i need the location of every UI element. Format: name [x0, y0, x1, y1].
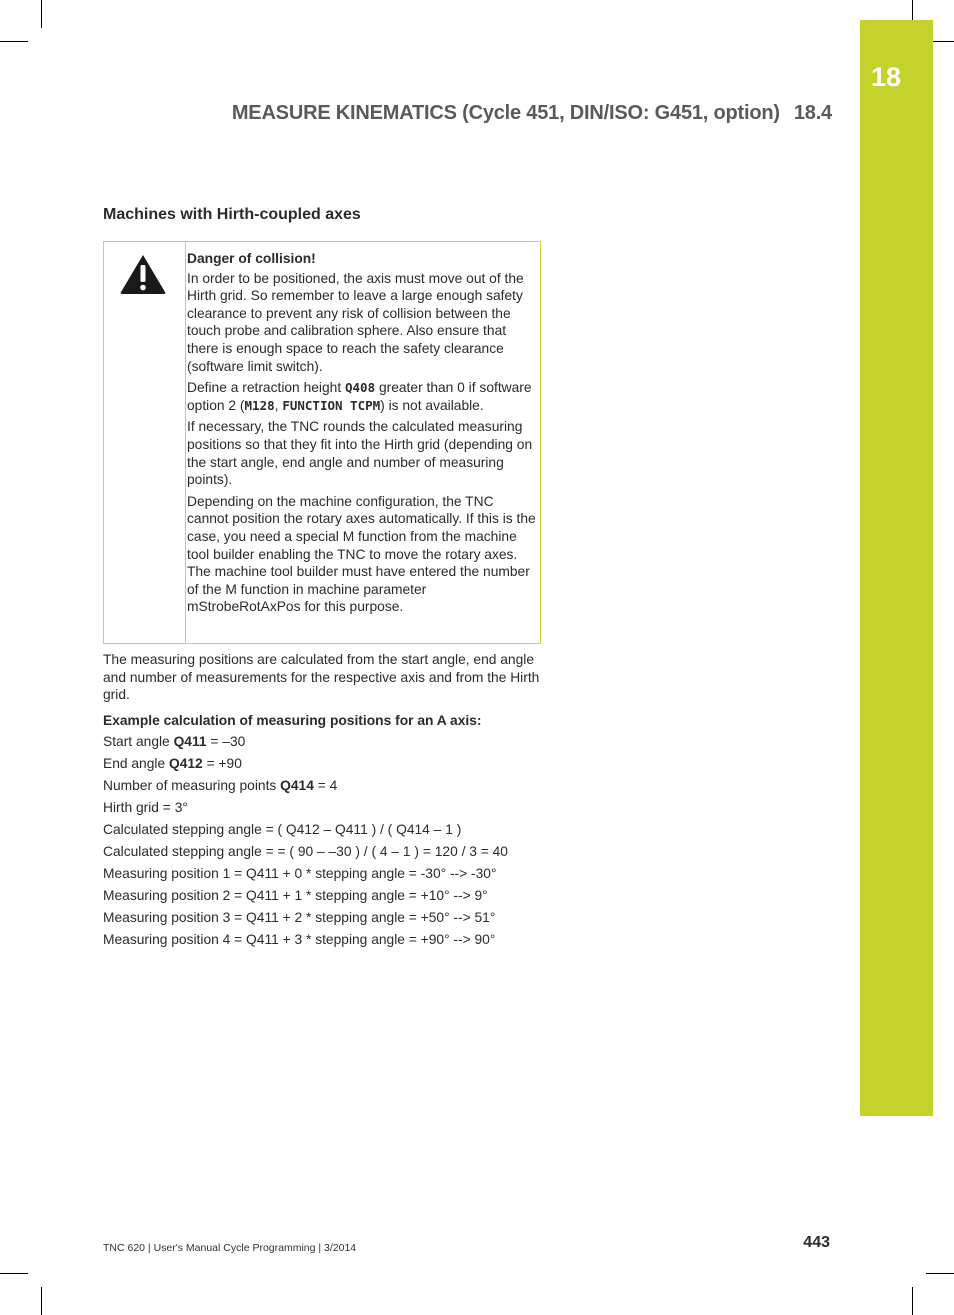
parameter-code: Q414	[280, 778, 314, 794]
note-paragraph: Depending on the machine configuration, the TNC cannot position the rotary axes automatically. If this is the case, you need a special M function from the machine tool builder enabling the TNC to move the rotary axes. The machine tool builder must have entered the number of the M function in machine parameter mStrobeRotAxPos for this purpose.	[187, 493, 536, 615]
text-run: Start angle	[103, 734, 174, 750]
example-heading: Example calculation of measuring positions for an A axis:	[103, 712, 482, 728]
crop-mark	[41, 0, 42, 28]
crop-mark	[0, 41, 28, 42]
calc-line: Calculated stepping angle = = ( 90 – –30 ) / ( 4 – 1 ) = 120 / 3 = 40	[103, 844, 508, 860]
parameter-code: M128	[244, 397, 275, 413]
text-run: greater than 0 if software option 2 (	[187, 380, 532, 413]
text-run: ,	[274, 397, 283, 413]
text-run: ) is not available.	[380, 397, 484, 413]
parameter-code: Q412	[168, 756, 203, 772]
header-title: MEASURE KINEMATICS (Cycle 451, DIN/ISO: G451, option)	[231, 102, 780, 124]
text-run: = –30	[206, 734, 246, 750]
text-run: = 4	[313, 778, 338, 794]
parameter-code: Q408	[345, 380, 376, 396]
calc-line: Measuring position 2 = Q411 + 1 * stepping angle = +10° --> 9°	[103, 888, 488, 904]
crop-mark	[912, 1287, 913, 1315]
note-divider	[185, 242, 186, 643]
text-run: End angle	[103, 756, 169, 772]
running-header	[232, 102, 832, 125]
parameter-code: Q411	[173, 734, 207, 750]
text-run: Define a retraction height	[187, 380, 345, 396]
section-heading: Machines with Hirth-coupled axes	[103, 206, 361, 223]
end-angle-line	[103, 755, 543, 773]
calc-line: Hirth grid = 3°	[103, 800, 188, 816]
footer-text: TNC 620 | User's Manual Cycle Programming | 3/2014	[103, 1242, 357, 1254]
chapter-number: 18	[870, 62, 902, 92]
calc-line: Measuring position 3 = Q411 + 2 * stepping angle = +50° --> 51°	[103, 910, 496, 926]
main-text	[103, 651, 543, 953]
crop-mark	[41, 1287, 42, 1315]
calc-line: Calculated stepping angle = ( Q412 – Q411 ) / ( Q414 – 1 )	[103, 822, 462, 838]
measuring-points-line	[103, 777, 543, 795]
crop-mark	[926, 1273, 954, 1274]
note-body	[187, 250, 537, 620]
header-section-number: 18.4	[793, 102, 832, 124]
warning-note	[103, 241, 541, 644]
calc-line: Measuring position 4 = Q411 + 3 * stepping angle = +90° --> 90°	[103, 932, 496, 948]
parameter-code: FUNCTION TCPM	[282, 397, 381, 413]
warning-triangle-icon	[118, 252, 168, 296]
text-run: = +90	[202, 756, 242, 772]
intro-paragraph: The measuring positions are calculated from the start angle, end angle and number of measurements for the respective axis and from the Hirth grid.	[103, 652, 540, 703]
note-paragraph: If necessary, the TNC rounds the calculated measuring positions so that they fit into the Hirth grid (depending on the start angle, end angle and number of measuring points).	[187, 419, 533, 488]
crop-mark	[0, 1273, 28, 1274]
calc-line: Measuring position 1 = Q411 + 0 * stepping angle = -30° --> -30°	[103, 866, 497, 882]
chapter-tab	[860, 20, 933, 1116]
note-paragraph: In order to be positioned, the axis must move out of the Hirth grid. So remember to leave a large enough safety clearance to prevent any risk of collision between the touch probe and calibration sphere. Also ensure that there is enough space to reach the safety clearance (software limit switch).	[187, 270, 524, 374]
note-paragraph	[187, 379, 537, 414]
note-title: Danger of collision!	[187, 251, 316, 266]
text-run: Number of measuring points	[103, 778, 281, 794]
start-angle-line	[103, 733, 543, 751]
page-number: 443	[803, 1234, 830, 1251]
